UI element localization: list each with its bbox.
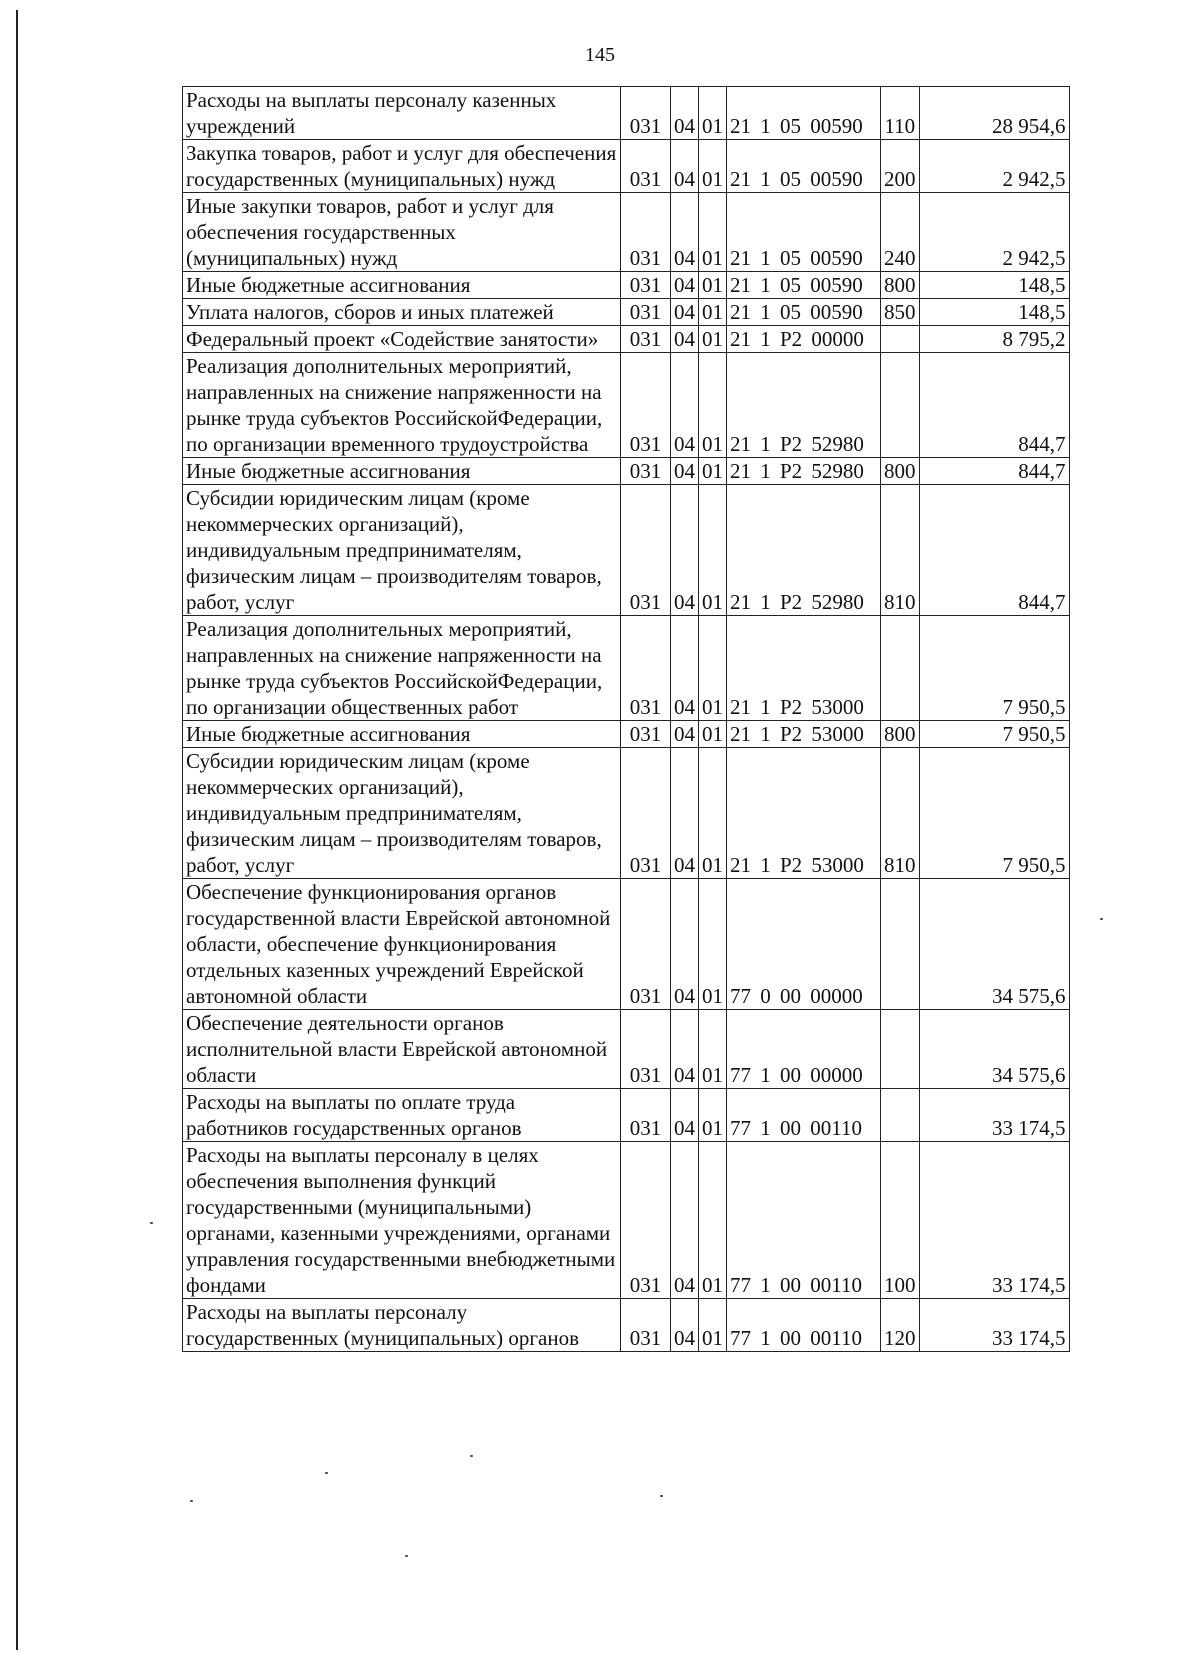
row-section-code: 04 <box>671 1299 699 1352</box>
row-name: Обеспечение деятельности органов исполнительной власти Еврейской автономной области <box>183 1010 621 1089</box>
row-name: Реализация дополнительных мероприятий, направленных на снижение напряженности на рынке труда субъектов РоссийскойФедерации, по организации временного трудоустройства <box>183 353 621 458</box>
table-row <box>183 1142 1070 1299</box>
row-ministry-code: 031 <box>621 748 671 879</box>
scan-speck <box>660 1495 663 1497</box>
row-name: Расходы на выплаты персоналу казенных учреждений <box>183 87 621 140</box>
table-row <box>183 458 1070 485</box>
row-amount: 7 950,5 <box>919 616 1069 721</box>
row-section-code: 04 <box>671 458 699 485</box>
row-subsection-code: 01 <box>699 326 727 353</box>
row-target-article: 77 1 00 00000 <box>727 1010 881 1089</box>
row-amount: 34 575,6 <box>919 1010 1069 1089</box>
row-target-article: 77 1 00 00110 <box>727 1299 881 1352</box>
scan-speck <box>325 1472 328 1474</box>
row-expense-type <box>881 1010 920 1089</box>
row-section-code: 04 <box>671 1142 699 1299</box>
table-row <box>183 1089 1070 1142</box>
page-number: 145 <box>585 44 615 66</box>
budget-table <box>182 86 1070 1352</box>
row-name: Закупка товаров, работ и услуг для обеспечения государственных (муниципальных) нужд <box>183 140 621 193</box>
table-row <box>183 1299 1070 1352</box>
row-ministry-code: 031 <box>621 299 671 326</box>
row-expense-type: 850 <box>881 299 920 326</box>
row-target-article: 77 0 00 00000 <box>727 879 881 1010</box>
row-expense-type: 800 <box>881 721 920 748</box>
row-amount: 33 174,5 <box>919 1089 1069 1142</box>
row-amount: 34 575,6 <box>919 879 1069 1010</box>
row-ministry-code: 031 <box>621 1010 671 1089</box>
row-expense-type <box>881 879 920 1010</box>
row-subsection-code: 01 <box>699 299 727 326</box>
row-amount: 844,7 <box>919 458 1069 485</box>
row-section-code: 04 <box>671 272 699 299</box>
row-target-article: 77 1 00 00110 <box>727 1142 881 1299</box>
table-row <box>183 326 1070 353</box>
scan-speck <box>405 1555 408 1557</box>
row-ministry-code: 031 <box>621 1089 671 1142</box>
row-target-article: 21 1 05 00590 <box>727 272 881 299</box>
table-row <box>183 299 1070 326</box>
row-target-article: 21 1 P2 52980 <box>727 458 881 485</box>
row-section-code: 04 <box>671 1010 699 1089</box>
row-expense-type: 200 <box>881 140 920 193</box>
table-row <box>183 193 1070 272</box>
row-section-code: 04 <box>671 879 699 1010</box>
row-name: Иные бюджетные ассигнования <box>183 721 621 748</box>
row-target-article: 21 1 05 00590 <box>727 193 881 272</box>
table-row <box>183 87 1070 140</box>
row-subsection-code: 01 <box>699 879 727 1010</box>
row-expense-type: 100 <box>881 1142 920 1299</box>
row-expense-type <box>881 616 920 721</box>
row-ministry-code: 031 <box>621 616 671 721</box>
scan-edge-line <box>16 10 18 1650</box>
row-target-article: 21 1 P2 53000 <box>727 721 881 748</box>
row-target-article: 77 1 00 00110 <box>727 1089 881 1142</box>
row-expense-type <box>881 326 920 353</box>
row-section-code: 04 <box>671 353 699 458</box>
row-target-article: 21 1 P2 53000 <box>727 616 881 721</box>
row-target-article: 21 1 P2 52980 <box>727 353 881 458</box>
row-section-code: 04 <box>671 193 699 272</box>
row-subsection-code: 01 <box>699 140 727 193</box>
row-subsection-code: 01 <box>699 748 727 879</box>
row-amount: 844,7 <box>919 353 1069 458</box>
row-amount: 7 950,5 <box>919 721 1069 748</box>
row-section-code: 04 <box>671 326 699 353</box>
table-row <box>183 1010 1070 1089</box>
row-name: Субсидии юридическим лицам (кроме некоммерческих организаций), индивидуальным предпринимателям, физическим лицам – производителям товаров, работ, услуг <box>183 485 621 616</box>
row-section-code: 04 <box>671 140 699 193</box>
table-row <box>183 485 1070 616</box>
table-row <box>183 616 1070 721</box>
row-amount: 148,5 <box>919 299 1069 326</box>
row-name: Реализация дополнительных мероприятий, направленных на снижение напряженности на рынке труда субъектов РоссийскойФедерации, по организации общественных работ <box>183 616 621 721</box>
row-amount: 148,5 <box>919 272 1069 299</box>
row-target-article: 21 1 05 00590 <box>727 87 881 140</box>
row-subsection-code: 01 <box>699 353 727 458</box>
row-target-article: 21 1 05 00590 <box>727 140 881 193</box>
row-amount: 33 174,5 <box>919 1299 1069 1352</box>
row-expense-type: 800 <box>881 272 920 299</box>
row-amount: 2 942,5 <box>919 193 1069 272</box>
row-subsection-code: 01 <box>699 1142 727 1299</box>
row-expense-type: 120 <box>881 1299 920 1352</box>
row-subsection-code: 01 <box>699 721 727 748</box>
row-ministry-code: 031 <box>621 879 671 1010</box>
row-ministry-code: 031 <box>621 87 671 140</box>
scan-speck <box>470 1455 473 1457</box>
budget-table-body <box>183 87 1070 1352</box>
row-subsection-code: 01 <box>699 616 727 721</box>
row-amount: 8 795,2 <box>919 326 1069 353</box>
row-name: Расходы на выплаты персоналу государственных (муниципальных) органов <box>183 1299 621 1352</box>
row-ministry-code: 031 <box>621 193 671 272</box>
row-section-code: 04 <box>671 748 699 879</box>
row-ministry-code: 031 <box>621 353 671 458</box>
row-subsection-code: 01 <box>699 1010 727 1089</box>
row-section-code: 04 <box>671 87 699 140</box>
row-expense-type <box>881 1089 920 1142</box>
row-subsection-code: 01 <box>699 1089 727 1142</box>
row-ministry-code: 031 <box>621 485 671 616</box>
row-ministry-code: 031 <box>621 1299 671 1352</box>
row-ministry-code: 031 <box>621 140 671 193</box>
row-section-code: 04 <box>671 721 699 748</box>
row-subsection-code: 01 <box>699 1299 727 1352</box>
row-expense-type: 240 <box>881 193 920 272</box>
row-section-code: 04 <box>671 485 699 616</box>
row-subsection-code: 01 <box>699 272 727 299</box>
row-name: Уплата налогов, сборов и иных платежей <box>183 299 621 326</box>
row-section-code: 04 <box>671 616 699 721</box>
row-subsection-code: 01 <box>699 458 727 485</box>
row-ministry-code: 031 <box>621 458 671 485</box>
row-amount: 844,7 <box>919 485 1069 616</box>
row-name: Субсидии юридическим лицам (кроме некоммерческих организаций), индивидуальным предпринимателям, физическим лицам – производителям товаров, работ, услуг <box>183 748 621 879</box>
row-expense-type: 810 <box>881 748 920 879</box>
row-name: Иные закупки товаров, работ и услуг для обеспечения государственных (муниципальных) нужд <box>183 193 621 272</box>
row-target-article: 21 1 P2 00000 <box>727 326 881 353</box>
scan-speck <box>150 1222 153 1224</box>
row-name: Иные бюджетные ассигнования <box>183 272 621 299</box>
row-subsection-code: 01 <box>699 193 727 272</box>
row-expense-type: 110 <box>881 87 920 140</box>
row-target-article: 21 1 P2 52980 <box>727 485 881 616</box>
row-target-article: 21 1 05 00590 <box>727 299 881 326</box>
row-amount: 7 950,5 <box>919 748 1069 879</box>
row-section-code: 04 <box>671 299 699 326</box>
row-expense-type: 810 <box>881 485 920 616</box>
table-row <box>183 721 1070 748</box>
table-row <box>183 272 1070 299</box>
row-amount: 28 954,6 <box>919 87 1069 140</box>
scan-speck <box>190 1500 193 1502</box>
row-expense-type <box>881 353 920 458</box>
row-subsection-code: 01 <box>699 485 727 616</box>
row-amount: 33 174,5 <box>919 1142 1069 1299</box>
table-row <box>183 140 1070 193</box>
row-name: Расходы на выплаты по оплате труда работников государственных органов <box>183 1089 621 1142</box>
table-row <box>183 879 1070 1010</box>
row-expense-type: 800 <box>881 458 920 485</box>
row-name: Обеспечение функционирования органов государственной власти Еврейской автономной области, обеспечение функционирования отдельных казенных учреждений Еврейской автономной области <box>183 879 621 1010</box>
row-target-article: 21 1 P2 53000 <box>727 748 881 879</box>
row-name: Федеральный проект «Содействие занятости» <box>183 326 621 353</box>
row-ministry-code: 031 <box>621 326 671 353</box>
row-name: Иные бюджетные ассигнования <box>183 458 621 485</box>
table-row <box>183 748 1070 879</box>
scan-speck <box>1100 918 1103 920</box>
row-ministry-code: 031 <box>621 272 671 299</box>
row-ministry-code: 031 <box>621 721 671 748</box>
row-amount: 2 942,5 <box>919 140 1069 193</box>
table-row <box>183 353 1070 458</box>
row-ministry-code: 031 <box>621 1142 671 1299</box>
row-subsection-code: 01 <box>699 87 727 140</box>
row-name: Расходы на выплаты персоналу в целях обеспечения выполнения функций государственными (муниципальными) органами, казенными учреждениями, органами управления государственными внебюджетными фондами <box>183 1142 621 1299</box>
row-section-code: 04 <box>671 1089 699 1142</box>
